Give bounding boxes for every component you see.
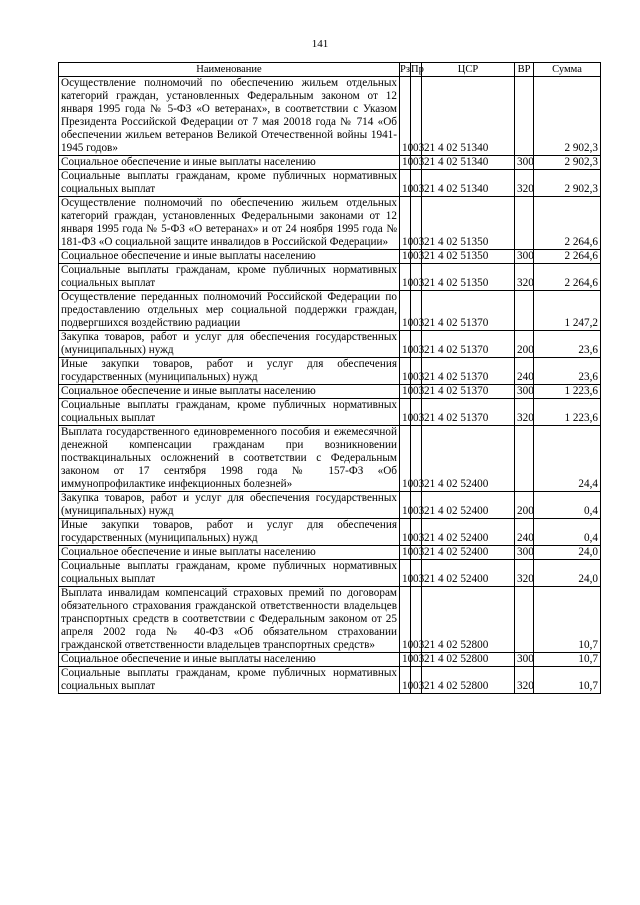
- row-rz: 10: [400, 426, 411, 492]
- row-pr: 03: [411, 250, 422, 264]
- row-vr: 300: [515, 250, 534, 264]
- row-vr: 320: [515, 560, 534, 587]
- row-vr: [515, 587, 534, 653]
- row-rz: 10: [400, 156, 411, 170]
- row-sum: 0,4: [534, 519, 601, 546]
- row-csr: 21 4 02 52800: [422, 653, 515, 667]
- row-sum: 10,7: [534, 653, 601, 667]
- row-sum: 1 223,6: [534, 399, 601, 426]
- row-name: Социальное обеспечение и иные выплаты населению: [59, 156, 400, 170]
- row-sum: 1 247,2: [534, 291, 601, 331]
- row-pr: 03: [411, 358, 422, 385]
- row-sum: 10,7: [534, 587, 601, 653]
- row-csr: 21 4 02 51370: [422, 399, 515, 426]
- table-row: [59, 519, 601, 546]
- table-row: [59, 170, 601, 197]
- row-vr: 320: [515, 264, 534, 291]
- row-rz: 10: [400, 264, 411, 291]
- row-vr: [515, 77, 534, 156]
- row-csr: 21 4 02 52800: [422, 587, 515, 653]
- table-row: [59, 426, 601, 492]
- row-pr: 03: [411, 492, 422, 519]
- table-row: [59, 156, 601, 170]
- header-vr: ВР: [515, 63, 534, 77]
- row-pr: 03: [411, 560, 422, 587]
- row-csr: 21 4 02 52400: [422, 519, 515, 546]
- row-vr: [515, 291, 534, 331]
- budget-table: [58, 62, 601, 694]
- row-csr: 21 4 02 51370: [422, 385, 515, 399]
- row-name: Осуществление переданных полномочий Российской Федерации по предоставлению отдельных мер социальной поддержки граждан, подвергшихся воздействию радиации: [59, 291, 400, 331]
- row-rz: 10: [400, 358, 411, 385]
- row-name: Выплата инвалидам компенсаций страховых премий по договорам обязательного страхования гражданской ответственности владельцев транспортных средств в соответствии с Федеральным законом от 25 апреля 2002 года № 40-ФЗ «Об обязательном страховании гражданской ответственности владельцев транспортных средств»: [59, 587, 400, 653]
- row-rz: 10: [400, 250, 411, 264]
- row-pr: 03: [411, 587, 422, 653]
- row-name: Социальные выплаты гражданам, кроме публичных нормативных социальных выплат: [59, 264, 400, 291]
- row-pr: 03: [411, 264, 422, 291]
- row-csr: 21 4 02 52400: [422, 426, 515, 492]
- row-pr: 03: [411, 385, 422, 399]
- row-rz: 10: [400, 560, 411, 587]
- row-rz: 10: [400, 291, 411, 331]
- row-rz: 10: [400, 667, 411, 694]
- row-vr: 300: [515, 653, 534, 667]
- row-pr: 03: [411, 519, 422, 546]
- row-sum: 2 902,3: [534, 170, 601, 197]
- row-csr: 21 4 02 51340: [422, 170, 515, 197]
- row-name: Социальное обеспечение и иные выплаты населению: [59, 250, 400, 264]
- header-sum: Сумма: [534, 63, 601, 77]
- row-name: Социальные выплаты гражданам, кроме публичных нормативных социальных выплат: [59, 560, 400, 587]
- row-vr: 200: [515, 331, 534, 358]
- row-pr: 03: [411, 653, 422, 667]
- row-name: Социальное обеспечение и иные выплаты населению: [59, 385, 400, 399]
- row-pr: 03: [411, 331, 422, 358]
- header-name: Наименование: [59, 63, 400, 77]
- row-csr: 21 4 02 51350: [422, 264, 515, 291]
- row-csr: 21 4 02 52400: [422, 492, 515, 519]
- row-name: Иные закупки товаров, работ и услуг для обеспечения государственных (муниципальных) нужд: [59, 519, 400, 546]
- row-name: Социальные выплаты гражданам, кроме публичных нормативных социальных выплат: [59, 667, 400, 694]
- row-pr: 03: [411, 426, 422, 492]
- row-pr: 03: [411, 667, 422, 694]
- row-csr: 21 4 02 51350: [422, 197, 515, 250]
- header-pr: Пр: [411, 64, 424, 75]
- row-csr: 21 4 02 51350: [422, 250, 515, 264]
- table-row: [59, 399, 601, 426]
- row-sum: 24,0: [534, 560, 601, 587]
- row-sum: 2 902,3: [534, 77, 601, 156]
- row-vr: [515, 426, 534, 492]
- row-pr: 03: [411, 170, 422, 197]
- row-name: Закупка товаров, работ и услуг для обеспечения государственных (муниципальных) нужд: [59, 331, 400, 358]
- row-sum: 0,4: [534, 492, 601, 519]
- row-rz: 10: [400, 399, 411, 426]
- table-row: [59, 653, 601, 667]
- row-pr: 03: [411, 291, 422, 331]
- row-rz: 10: [400, 492, 411, 519]
- row-vr: 300: [515, 385, 534, 399]
- row-pr: 03: [411, 77, 422, 156]
- table-row: [59, 492, 601, 519]
- row-vr: 300: [515, 546, 534, 560]
- row-sum: 24,4: [534, 426, 601, 492]
- row-csr: 21 4 02 51340: [422, 156, 515, 170]
- header-csr: ЦСР: [422, 63, 515, 77]
- row-rz: 10: [400, 197, 411, 250]
- row-vr: 240: [515, 358, 534, 385]
- row-pr: 03: [411, 546, 422, 560]
- row-sum: 2 902,3: [534, 156, 601, 170]
- row-csr: 21 4 02 51370: [422, 358, 515, 385]
- table-header-row: [59, 63, 601, 77]
- table-body: [59, 77, 601, 694]
- table-row: [59, 546, 601, 560]
- row-name: Выплата государственного единовременного пособия и ежемесячной денежной компенсации гражданам при возникновении поствакцинальных осложнений в соответствии с Федеральным законом от 17 сентября 1998 года № 157-ФЗ «Об иммунопрофилактике инфекционных болезней»: [59, 426, 400, 492]
- table-row: [59, 587, 601, 653]
- table-row: [59, 358, 601, 385]
- row-name: Социальные выплаты гражданам, кроме публичных нормативных социальных выплат: [59, 170, 400, 197]
- row-rz: 10: [400, 77, 411, 156]
- row-name: Закупка товаров, работ и услуг для обеспечения государственных (муниципальных) нужд: [59, 492, 400, 519]
- row-csr: 21 4 02 52400: [422, 560, 515, 587]
- row-sum: 24,0: [534, 546, 601, 560]
- row-rz: 10: [400, 587, 411, 653]
- table-row: [59, 560, 601, 587]
- row-pr: 03: [411, 399, 422, 426]
- table-row: [59, 264, 601, 291]
- row-name: Осуществление полномочий по обеспечению жильем отдельных категорий граждан, установленных Федеральными законами от 12 января 1995 года № 5-ФЗ «О ветеранах» и от 24 ноября 1995 года № 181-ФЗ «О социальной защите инвалидов в Российской Федерации»: [59, 197, 400, 250]
- row-vr: 300: [515, 156, 534, 170]
- row-vr: 320: [515, 170, 534, 197]
- row-rz: 10: [400, 385, 411, 399]
- row-csr: 21 4 02 51370: [422, 291, 515, 331]
- row-rz: 10: [400, 170, 411, 197]
- row-sum: 2 264,6: [534, 264, 601, 291]
- row-csr: 21 4 02 51340: [422, 77, 515, 156]
- row-rz: 10: [400, 331, 411, 358]
- row-sum: 23,6: [534, 358, 601, 385]
- row-rz: 10: [400, 519, 411, 546]
- header-rz: Рз: [400, 64, 410, 75]
- row-name: Социальные выплаты гражданам, кроме публичных нормативных социальных выплат: [59, 399, 400, 426]
- row-pr: 03: [411, 197, 422, 250]
- row-rz: 10: [400, 653, 411, 667]
- row-vr: 320: [515, 399, 534, 426]
- row-sum: 2 264,6: [534, 250, 601, 264]
- row-pr: 03: [411, 156, 422, 170]
- row-name: Иные закупки товаров, работ и услуг для обеспечения государственных (муниципальных) нужд: [59, 358, 400, 385]
- row-sum: 10,7: [534, 667, 601, 694]
- row-csr: 21 4 02 52800: [422, 667, 515, 694]
- row-vr: 240: [515, 519, 534, 546]
- row-csr: 21 4 02 51370: [422, 331, 515, 358]
- row-vr: 200: [515, 492, 534, 519]
- row-rz: 10: [400, 546, 411, 560]
- row-name: Осуществление полномочий по обеспечению жильем отдельных категорий граждан, установленных Федеральным законом от 12 января 1995 года № 5-ФЗ «О ветеранах», в соответствии с Указом Президента Российской Федерации от 7 мая 20018 года № 714 «Об обеспечении жильем ветеранов Великой Отечественной войны 1941-1945 годов»: [59, 77, 400, 156]
- row-vr: 320: [515, 667, 534, 694]
- table-row: [59, 331, 601, 358]
- table-row: [59, 250, 601, 264]
- row-sum: 2 264,6: [534, 197, 601, 250]
- row-vr: [515, 197, 534, 250]
- table-row: [59, 667, 601, 694]
- table-row: [59, 77, 601, 156]
- row-sum: 23,6: [534, 331, 601, 358]
- table-row: [59, 385, 601, 399]
- page-number: 141: [311, 38, 329, 50]
- row-csr: 21 4 02 52400: [422, 546, 515, 560]
- row-sum: 1 223,6: [534, 385, 601, 399]
- table-row: [59, 291, 601, 331]
- table-row: [59, 197, 601, 250]
- row-name: Социальное обеспечение и иные выплаты населению: [59, 546, 400, 560]
- row-name: Социальное обеспечение и иные выплаты населению: [59, 653, 400, 667]
